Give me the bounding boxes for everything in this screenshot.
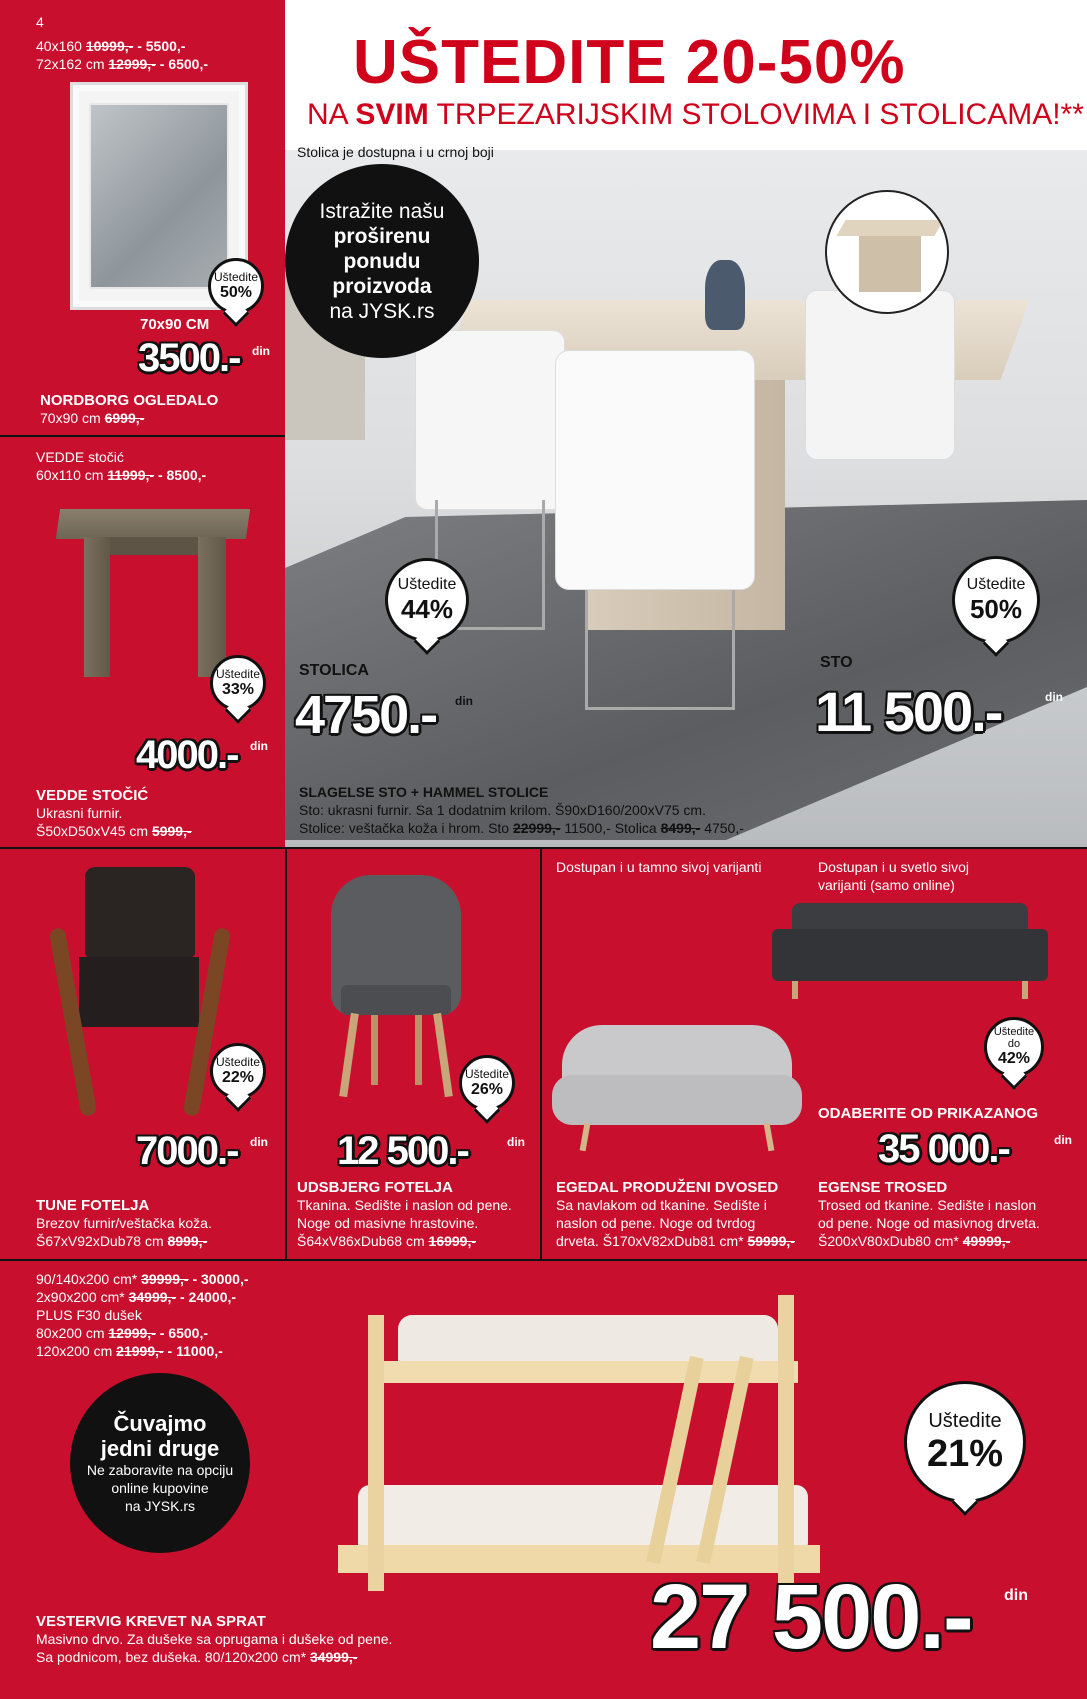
table-savings-badge: Uštedite 50% [952, 556, 1040, 644]
mirror-size-line-1: 40x160 10999,- - 5500,- [36, 38, 186, 54]
bed-name: VESTERVIG KREVET NA SPRAT [36, 1613, 266, 1630]
sofa-note-left: Dostupan i u tamno sivoj varijanti [556, 859, 762, 875]
vedde-name: VEDDE STOČIĆ [36, 787, 149, 804]
tune-din: din [250, 1135, 268, 1149]
chair-image-2 [555, 350, 755, 590]
vedde-desc-2: Š50xD50xV45 cm 5999,- [36, 823, 192, 839]
egedal-desc-2: naslon od pene. Noge od tvrdog [556, 1215, 756, 1231]
care-online-circle[interactable] [70, 1373, 250, 1553]
headline-note: Stolica je dostupna i u crnoj boji [297, 144, 494, 160]
chair-image-1 [415, 330, 565, 510]
egense-name: EGENSE TROSED [818, 1179, 948, 1196]
care-desc-3: na JYSK.rs [124, 1498, 196, 1514]
mirror-desc: 70x90 cm 6999,- [40, 410, 145, 426]
sofa-note-right-1: Dostupan i u svetlo sivoj [818, 859, 969, 875]
udsbjerg-din: din [507, 1135, 525, 1149]
tune-price: 7000.- [136, 1129, 238, 1173]
headline-subtitle: NA SVIM TRPEZARIJSKIM STOLOVIMA I STOLICAMA!** [307, 98, 1084, 131]
bed-desc-2: Sa podnicom, bez dušeka. 80/120x200 cm* 34999,- [36, 1649, 358, 1665]
mattress-title: PLUS F30 dušek [36, 1307, 142, 1323]
promo-line-5: na JYSK.rs [329, 299, 435, 323]
bed-size-line-5: 120x200 cm 21999,- - 11000,- [36, 1343, 223, 1359]
bed-din: din [1004, 1587, 1028, 1604]
tune-savings-badge: Uštedite 22% [210, 1043, 266, 1099]
mirror-size: 70x90 CM [140, 316, 210, 333]
udsbjerg-desc-2: Noge od masivne hrastovine. [297, 1215, 479, 1231]
chair-price: 4750.- [295, 685, 437, 745]
bed-desc-1: Masivno drvo. Za dušeke sa oprugama i dušeke od pene. [36, 1631, 393, 1647]
dining-desc-2: Stolice: veštačka koža i hrom. Sto 22999,- 11500,- Stolica 8499,- 4750,- [299, 820, 744, 836]
vedde-panel [0, 437, 285, 847]
udsbjerg-name: UDSBJERG FOTELJA [297, 1179, 453, 1196]
udsbjerg-chair-image [321, 875, 471, 1095]
tune-name: TUNE FOTELJA [36, 1197, 150, 1214]
bed-size-line-4: 80x200 cm 12999,- - 6500,- [36, 1325, 209, 1341]
promo-line-3: ponudu [343, 249, 421, 273]
udsbjerg-savings-badge: Uštedite 26% [459, 1055, 515, 1111]
mirror-din: din [252, 344, 270, 358]
tune-chair-image [55, 867, 225, 1127]
mirror-price: 3500.- [138, 336, 240, 380]
vedde-price: 4000.- [136, 733, 238, 777]
bed-price: 27 500.- [650, 1566, 972, 1668]
egense-sofa-image [772, 903, 1048, 997]
promo-line-1: Istražite našu [319, 199, 445, 223]
bed-savings-badge: Uštedite 21% [904, 1381, 1026, 1503]
mirror-size-line-2: 72x162 cm 12999,- - 6500,- [36, 56, 209, 72]
dining-desc-1: Sto: ukrasni furnir. Sa 1 dodatnim krilom. Š90xD160/200xV75 cm. [299, 802, 706, 818]
vedde-top-size: 60x110 cm 11999,- - 8500,- [36, 467, 207, 483]
udsbjerg-panel [287, 849, 540, 1259]
tune-desc-1: Brezov furnir/veštačka koža. [36, 1215, 212, 1231]
care-desc-1: Ne zaboravite na opciju [86, 1462, 234, 1478]
promo-line-4: proizvoda [332, 274, 432, 298]
vase-image [705, 260, 745, 330]
egedal-sofa-image [552, 1025, 802, 1155]
vedde-din: din [250, 739, 268, 753]
bed-panel [0, 1261, 1087, 1699]
egedal-desc-3: drveta. Š170xV82xDub81 cm* 59999,- [556, 1233, 795, 1249]
sofas-panel [542, 849, 1087, 1259]
tune-desc-2: Š67xV92xDub78 cm 8999,- [36, 1233, 208, 1249]
sofa-din: din [1054, 1133, 1072, 1147]
care-desc-2: online kupovine [111, 1480, 209, 1496]
table-din: din [1045, 690, 1063, 704]
vedde-top-name: VEDDE stočić [36, 449, 124, 465]
headline-title: UŠTEDITE 20-50% [353, 28, 906, 97]
dining-panel [285, 0, 1087, 847]
page-number: 4 [36, 14, 44, 30]
bunk-bed-image [338, 1275, 820, 1591]
vedde-desc-1: Ukrasni furnir. [36, 805, 123, 821]
egense-desc-1: Trosed od tkanine. Sedište i naslon [818, 1197, 1037, 1213]
vedde-savings-badge: Uštedite 33% [210, 655, 266, 711]
sofa-savings-badge: Uštedite do 42% [984, 1017, 1044, 1077]
chair-label: STOLICA [299, 662, 369, 679]
care-title-1: Čuvajmo [113, 1411, 207, 1436]
sofa-note-right-2: varijanti (samo online) [818, 877, 955, 893]
table-label: STO [820, 654, 853, 671]
sofa-choose-label: ODABERITE OD PRIKAZANOG [818, 1105, 1039, 1122]
care-title-2: jedni druge [100, 1436, 220, 1461]
bed-size-line-1: 90/140x200 cm* 39999,- - 30000,- [36, 1271, 249, 1287]
mirror-panel [0, 0, 285, 435]
chair-image-3 [805, 290, 955, 460]
egense-desc-3: Š200xV80xDub80 cm* 49999,- [818, 1233, 1011, 1249]
udsbjerg-desc-1: Tkanina. Sedište i naslon od pene. [297, 1197, 512, 1213]
bed-size-line-2: 2x90x200 cm* 34999,- - 24000,- [36, 1289, 237, 1305]
vedde-table-image [58, 509, 248, 679]
table-price: 11 500.- [815, 680, 1002, 743]
mirror-name: NORDBORG OGLEDALO [40, 392, 219, 409]
udsbjerg-desc-3: Š64xV86xDub68 cm 16999,- [297, 1233, 477, 1249]
promo-line-2: proširenu [333, 224, 431, 248]
dining-name: SLAGELSE STO + HAMMEL STOLICE [299, 784, 549, 800]
mirror-savings-badge: Uštedite 50% [208, 258, 264, 314]
egedal-desc-1: Sa navlakom od tkanine. Sedište i [556, 1197, 767, 1213]
explore-online-circle[interactable] [285, 164, 479, 358]
egense-desc-2: od pene. Noge od masivnog drveta. [818, 1215, 1040, 1231]
tune-panel [0, 849, 285, 1259]
table-inset-circle [825, 190, 949, 314]
chair-savings-badge: Uštedite 44% [385, 558, 469, 642]
chair-legs [585, 590, 735, 710]
sofa-price: 35 000.- [878, 1127, 1009, 1171]
chair-din: din [455, 694, 473, 708]
udsbjerg-price: 12 500.- [337, 1129, 468, 1173]
egedal-name: EGEDAL PRODUŽENI DVOSED [556, 1179, 779, 1196]
